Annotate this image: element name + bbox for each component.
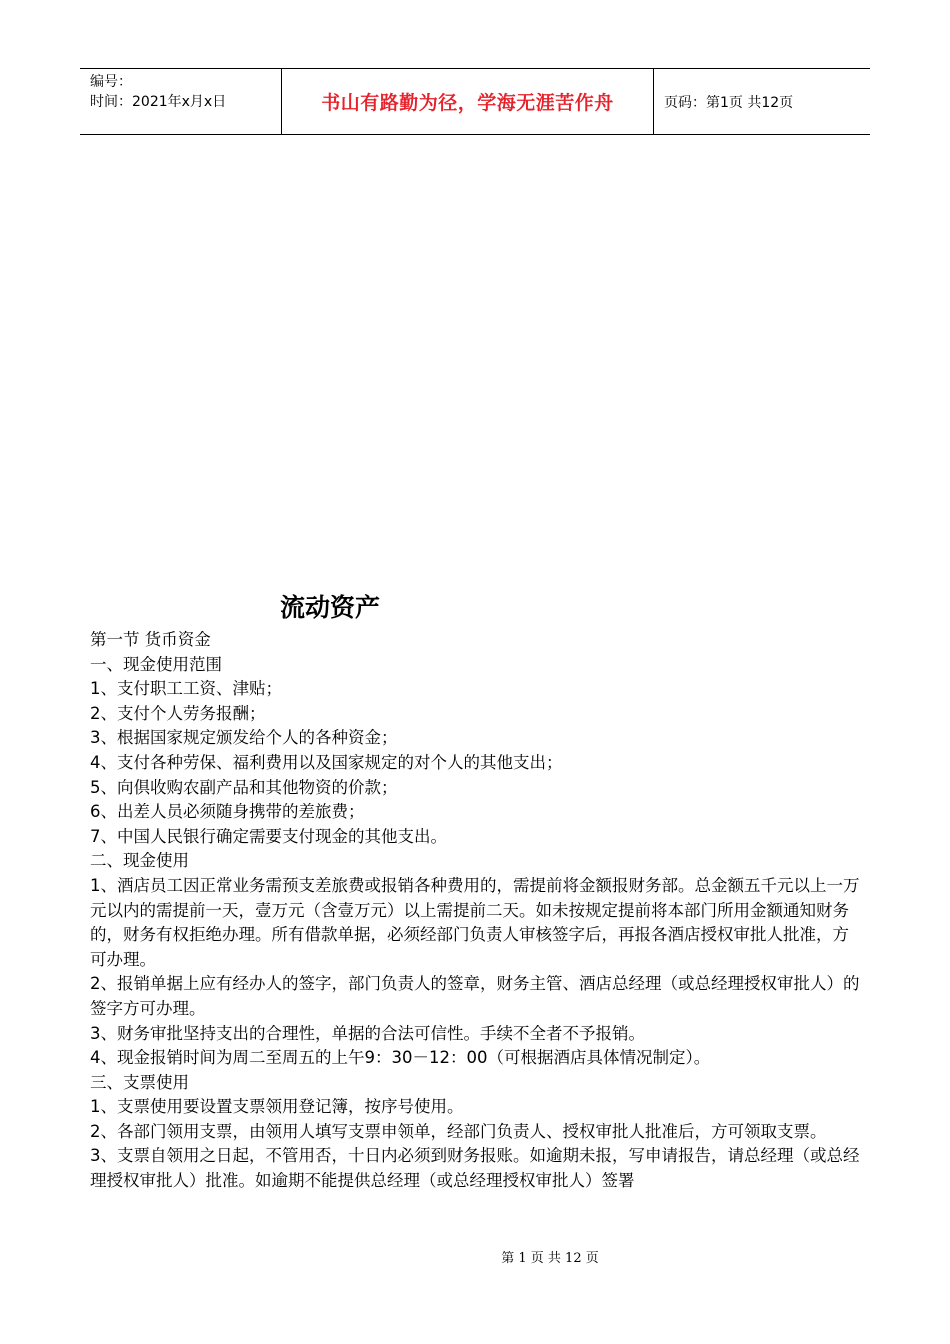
paragraph: 2、报销单据上应有经办人的签字，部门负责人的签章，财务主管、酒店总经理（或总经理授权审批人）的签字方可办理。 [90, 974, 860, 1018]
paragraph: 4、现金报销时间为周二至周五的上午9：30－12：00（可根据酒店具体情况制定）。 [90, 1048, 711, 1068]
paragraph: 二、现金使用 [90, 851, 189, 871]
paragraph: 2、各部门领用支票，由领用人填写支票申领单，经部门负责人、授权审批人批准后，方可领取支票。 [90, 1121, 827, 1141]
document-time: 时间：2021年x月x日 [90, 94, 227, 110]
document-body [90, 628, 865, 1194]
paragraph: 1、支付职工工资、津贴； [90, 679, 282, 699]
paragraph: 3、财务审批坚持支出的合理性，单据的合法可信性。手续不全者不予报销。 [90, 1023, 645, 1043]
paragraph: 三、支票使用 [90, 1072, 189, 1092]
header-meta [80, 69, 282, 134]
paragraph: 第一节 货币资金 [90, 630, 211, 649]
header-page-info: 页码：第1页 共12页 [664, 94, 794, 111]
page-header [80, 68, 870, 135]
paragraph: 5、向倶收购农副产品和其他物资的价款； [90, 777, 398, 797]
paragraph: 1、酒店员工因正常业务需预支差旅费或报销各种费用的，需提前将金额报财务部。总金额五千元以上一万元以内的需提前一天，壹万元（含壹万元）以上需提前二天。如未按规定提前将本部门所用金额通知财务的，财务有权拒绝办理。所有借款单据，必须经部门负责人审核签字后，再报各酒店授权审批人批准，方可办理。 [90, 875, 860, 969]
paragraph: 3、根据国家规定颁发给个人的各种资金； [90, 728, 398, 748]
paragraph: 4、支付各种劳保、福利费用以及国家规定的对个人的其他支出； [90, 752, 563, 772]
header-slogan: 书山有路勤为径，学海无涯苦作舟 [282, 69, 654, 134]
paragraph: 3、支票自领用之日起，不管用否，十日内必须到财务报账。如逾期未报，写申请报告，请总经理（或总经理授权审批人）批准。如逾期不能提供总经理（或总经理授权审批人）签署 [90, 1146, 860, 1191]
page-footer: 第 1 页 共 12 页 [501, 1251, 599, 1266]
paragraph: 1、支票使用要设置支票领用登记簿，按序号使用。 [90, 1097, 464, 1117]
document-number: 编号： [90, 74, 132, 90]
paragraph: 6、出差人员必须随身携带的差旅费； [90, 802, 365, 822]
document-title: 流动资产 [280, 593, 381, 622]
paragraph: 7、中国人民银行确定需要支付现金的其他支出。 [90, 826, 447, 846]
paragraph: 一、现金使用范围 [90, 654, 222, 674]
paragraph: 2、支付个人劳务报酬； [90, 703, 266, 723]
